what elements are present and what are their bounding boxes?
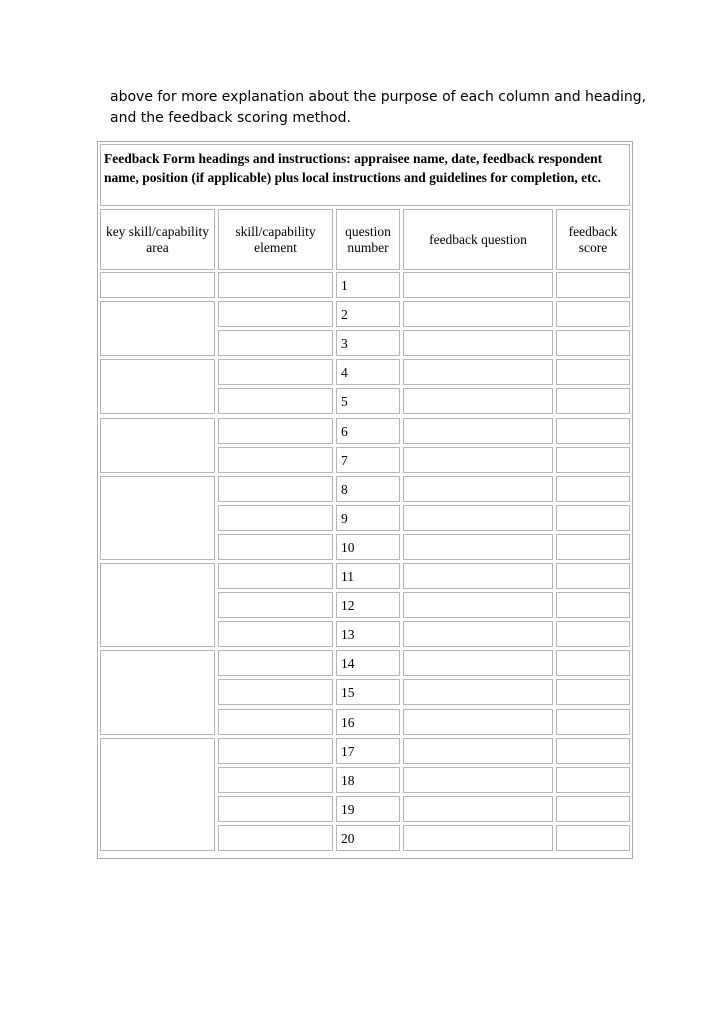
feedback-question-cell	[403, 825, 553, 851]
feedback-score-cell	[556, 272, 630, 298]
element-cell	[218, 592, 333, 618]
feedback-question-cell	[403, 476, 553, 502]
question-number-cell: 3	[336, 330, 400, 356]
feedback-question-cell	[403, 592, 553, 618]
key-area-cell	[100, 301, 215, 356]
feedback-question-cell	[403, 709, 553, 735]
feedback-score-cell	[556, 418, 630, 444]
feedback-question-cell	[403, 738, 553, 764]
question-number-cell: 11	[336, 563, 400, 589]
feedback-score-cell	[556, 388, 630, 414]
key-area-cell	[100, 418, 215, 473]
feedback-score-cell	[556, 301, 630, 327]
question-number-cell: 20	[336, 825, 400, 851]
question-number-cell: 15	[336, 679, 400, 705]
question-number-cell: 13	[336, 621, 400, 647]
question-number-cell: 5	[336, 388, 400, 414]
key-area-cell	[100, 359, 215, 414]
feedback-score-cell	[556, 709, 630, 735]
feedback-score-cell	[556, 476, 630, 502]
key-area-cell	[100, 738, 215, 851]
feedback-score-cell	[556, 621, 630, 647]
element-cell	[218, 447, 333, 473]
intro-line-2: and the feedback scoring method.	[110, 110, 351, 126]
key-area-cell	[100, 272, 215, 298]
question-number-cell: 8	[336, 476, 400, 502]
feedback-question-cell	[403, 418, 553, 444]
key-area-cell	[100, 563, 215, 647]
feedback-score-cell	[556, 738, 630, 764]
feedback-question-cell	[403, 621, 553, 647]
question-number-cell: 4	[336, 359, 400, 385]
feedback-question-cell	[403, 563, 553, 589]
key-area-cell	[100, 476, 215, 560]
feedback-question-cell	[403, 301, 553, 327]
element-cell	[218, 621, 333, 647]
feedback-question-cell	[403, 767, 553, 793]
feedback-score-cell	[556, 359, 630, 385]
key-area-cell	[100, 650, 215, 734]
element-cell	[218, 476, 333, 502]
header-feedback-score	[556, 209, 630, 270]
element-cell	[218, 418, 333, 444]
header-feedback-question	[403, 209, 553, 270]
element-cell	[218, 505, 333, 531]
feedback-score-cell	[556, 534, 630, 560]
question-number-cell: 18	[336, 767, 400, 793]
feedback-score-cell	[556, 796, 630, 822]
feedback-score-cell	[556, 447, 630, 473]
element-cell	[218, 767, 333, 793]
header-feedback-question-label: feedback question	[429, 231, 527, 247]
element-cell	[218, 359, 333, 385]
intro-line-1: above for more explanation about the purpose of each column and heading,	[110, 89, 647, 105]
element-cell	[218, 388, 333, 414]
element-cell	[218, 272, 333, 298]
feedback-score-cell	[556, 330, 630, 356]
question-number-cell: 19	[336, 796, 400, 822]
header-question-number-label: question number	[345, 223, 391, 255]
element-cell	[218, 709, 333, 735]
feedback-score-cell	[556, 563, 630, 589]
question-number-cell: 6	[336, 418, 400, 444]
header-key-area-label: key skill/capability area	[105, 223, 210, 255]
feedback-score-cell	[556, 767, 630, 793]
header-element-label: skill/capability element	[235, 223, 316, 255]
question-number-cell: 10	[336, 534, 400, 560]
feedback-score-cell	[556, 505, 630, 531]
header-key-area	[100, 209, 215, 270]
feedback-question-cell	[403, 534, 553, 560]
feedback-question-cell	[403, 679, 553, 705]
feedback-question-cell	[403, 272, 553, 298]
header-feedback-score-label: feedback score	[568, 223, 618, 255]
question-number-cell: 12	[336, 592, 400, 618]
feedback-question-cell	[403, 388, 553, 414]
intro-text	[110, 87, 670, 129]
question-number-cell: 17	[336, 738, 400, 764]
header-question-number	[336, 209, 400, 270]
element-cell	[218, 796, 333, 822]
element-cell	[218, 330, 333, 356]
feedback-question-cell	[403, 796, 553, 822]
feedback-question-cell	[403, 505, 553, 531]
feedback-score-cell	[556, 825, 630, 851]
feedback-score-cell	[556, 679, 630, 705]
element-cell	[218, 650, 333, 676]
question-number-cell: 2	[336, 301, 400, 327]
element-cell	[218, 825, 333, 851]
header-element	[218, 209, 333, 270]
question-number-cell: 7	[336, 447, 400, 473]
question-number-cell: 9	[336, 505, 400, 531]
form-title: Feedback Form headings and instructions: appraisee name, date, feedback respondent name, position (if applicable) plus local instructions and guidelines for completion, etc.	[100, 144, 630, 206]
feedback-question-cell	[403, 650, 553, 676]
question-number-cell: 16	[336, 709, 400, 735]
element-cell	[218, 563, 333, 589]
question-number-cell: 14	[336, 650, 400, 676]
element-cell	[218, 301, 333, 327]
element-cell	[218, 738, 333, 764]
feedback-score-cell	[556, 650, 630, 676]
element-cell	[218, 534, 333, 560]
feedback-question-cell	[403, 447, 553, 473]
feedback-question-cell	[403, 330, 553, 356]
feedback-score-cell	[556, 592, 630, 618]
feedback-question-cell	[403, 359, 553, 385]
question-number-cell: 1	[336, 272, 400, 298]
element-cell	[218, 679, 333, 705]
